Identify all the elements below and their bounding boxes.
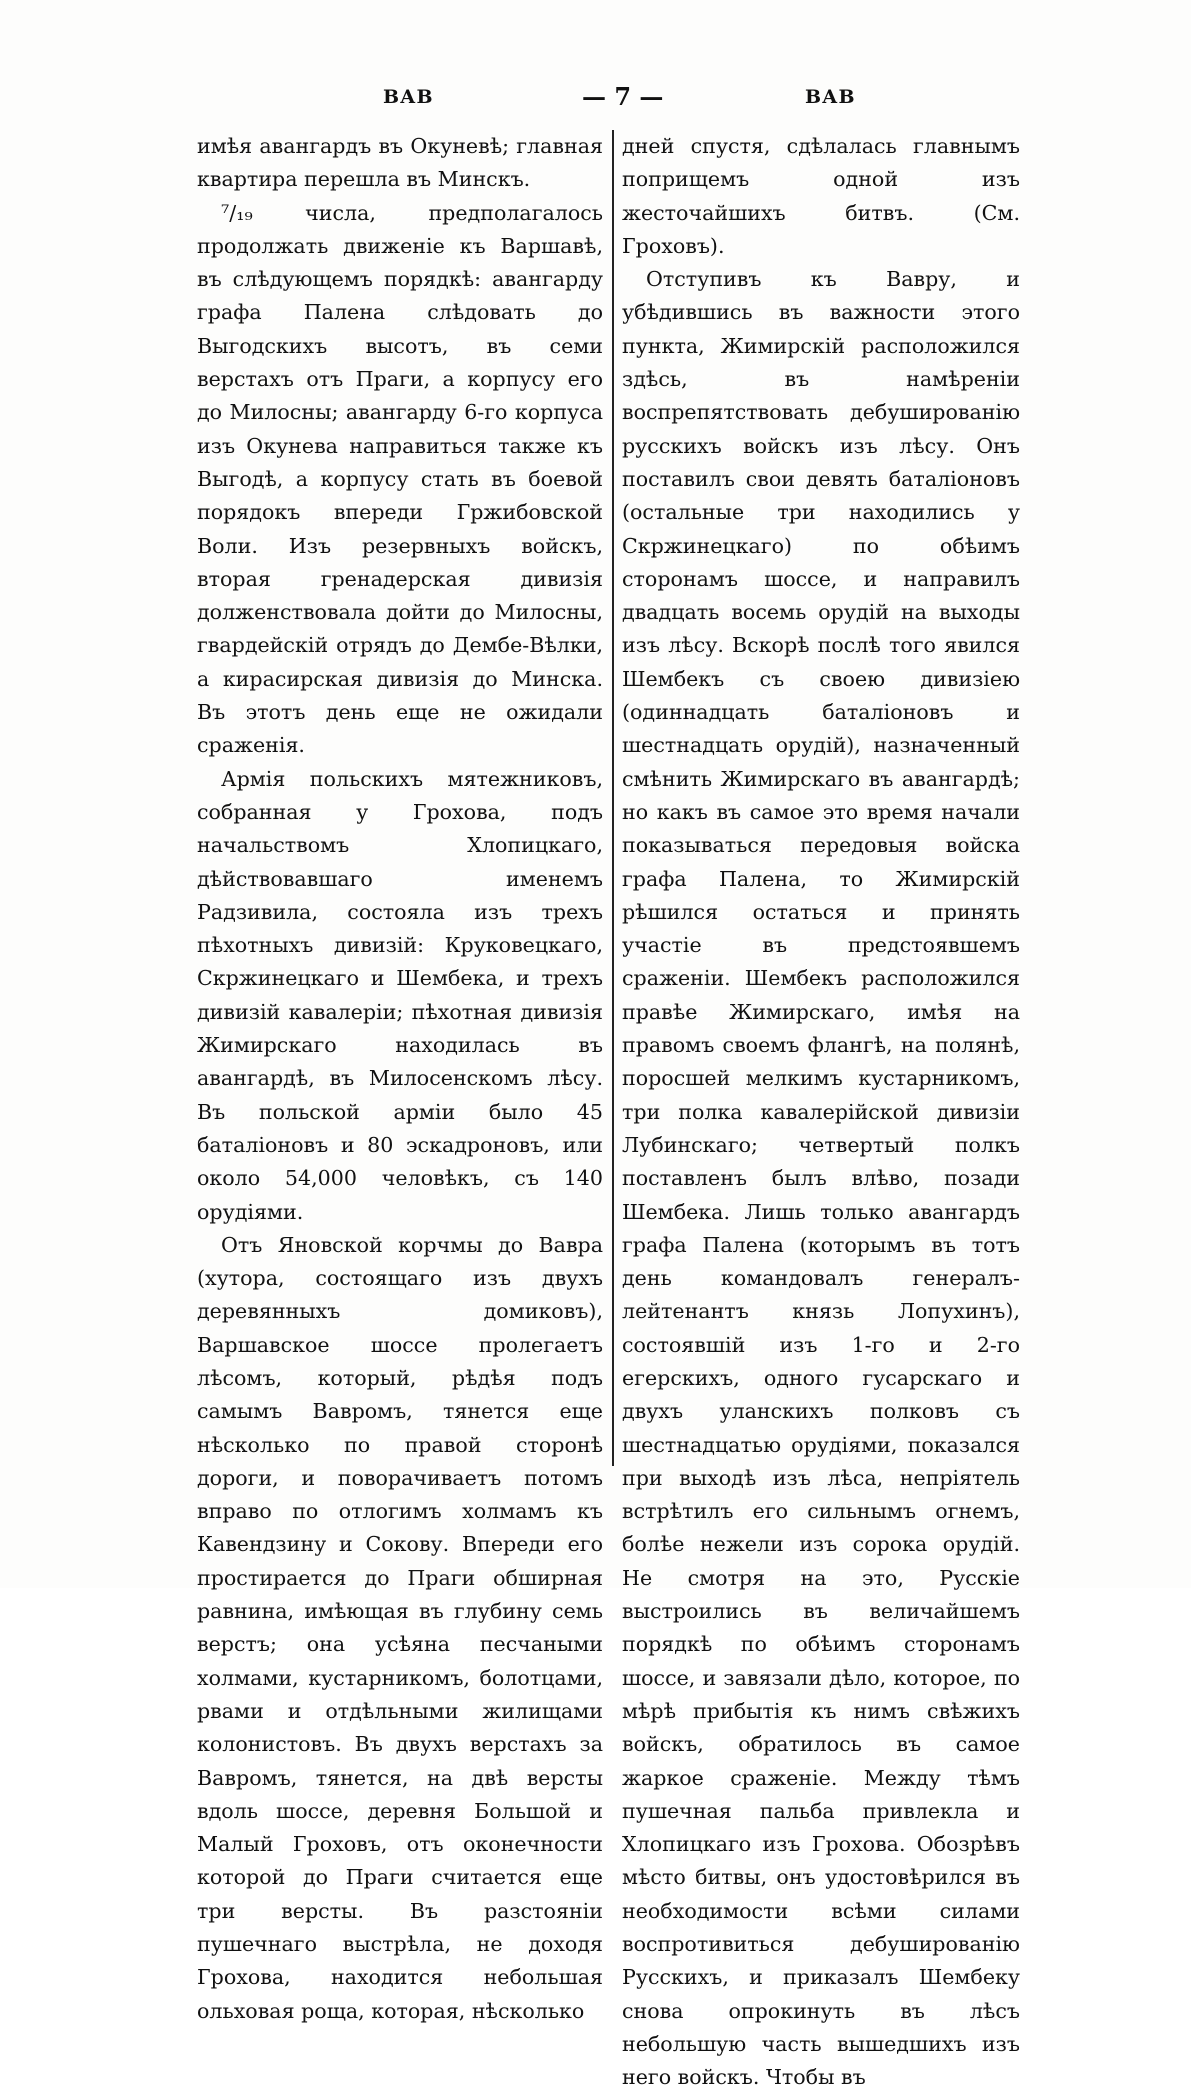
left-column [197,130,603,2028]
right-column [622,130,1020,2095]
paragraph: Отъ Яновской корчмы до Вавра (хутора, состоящаго изъ двухъ деревянныхъ домиковъ), Варшавское шоссе пролегаетъ лѣсомъ, который, рѣдѣя подъ самымъ Вавромъ, тянется еще нѣсколько по правой сторонѣ дороги, и поворачиваетъ потомъ вправо по отлогимъ холмамъ къ Кавендзину и Сокову. Впереди его простирается до Праги обширная равнина, имѣющая въ глубину семь верстъ; она усѣяна песчаными холмами, кустарникомъ, болотцами, рвами и отдѣльными жилищами колонистовъ. Въ двухъ верстахъ за Вавромъ, тянется, на двѣ версты вдоль шоссе, деревня Большой и Малый Гроховъ, отъ оконечности которой до Праги считается еще три версты. Въ разстояніи пушечнаго выстрѣла, не доходя Грохова, находится небольшая ольховая роща, которая, нѣсколько [197,1232,603,2023]
column-divider [612,130,614,1466]
paragraph: Отступивъ къ Вавру, и убѣдившись въ важности этого пункта, Жимирскій расположился здѣсь, въ намѣреніи воспрепятствовать дебушированію русскихъ войскъ изъ лѣсу. Онъ поставилъ свои девять баталіоновъ (остальные три находились у Скржинецкаго) по обѣимъ сторонамъ шоссе, и направилъ двадцать восемь орудій на выходы изъ лѣсу. Вскорѣ послѣ того явился Шембекъ съ своею дивизіею (одиннадцать баталіоновъ и шестнадцать орудій), назначенный смѣнить Жимирскаго въ авангардѣ; но какъ въ самое это время начали показываться передовыя войска графа Палена, то Жимирскій рѣшился остаться и принять участіе въ предстоявшемъ сраженіи. Шембекъ расположился правѣе Жимирскаго, имѣя на правомъ своемъ флангѣ, на полянѣ, поросшей мелкимъ кустарникомъ, три полка кавалерійской дивизіи Лубинскаго; четвертый полкъ поставленъ былъ влѣво, позади Шембека. Лишь только авангардъ графа Палена (которымъ въ тотъ день командовалъ генералъ-лейтенантъ князь Лопухинъ), состоявшій изъ 1-го и 2-го егерскихъ, одного гусарскаго и двухъ уланскихъ полковъ съ шестнадцатью орудіями, показался при выходѣ изъ лѣса, непріятель встрѣтилъ его сильнымъ огнемъ, болѣе нежели изъ сорока орудій. Не смотря на это, Русскіе выстроились въ величайшемъ порядкѣ по обѣимъ сторонамъ шоссе, и завязали дѣло, которое, по мѣрѣ прибытія къ нимъ свѣжихъ войскъ, обратилось въ самое жаркое сраженіе. Между тѣмъ пушечная пальба привлекла и Хлопицкаго изъ Грохова. Обозрѣвъ мѣсто битвы, онъ удостовѣрился въ необходимости всѣми силами воспротивиться дебушированію Русскихъ, и приказалъ Шембеку снова опрокинуть въ лѣсъ небольшую часть вышедшихъ изъ него войскъ. Чтобы въ [622,267,1020,2090]
paragraph: дней спустя, сдѣлалась главнымъ поприщемъ одной изъ жесточайшихъ битвъ. (См. Гроховъ). [622,134,1020,258]
header-left-abbrev: ВАВ [383,86,434,108]
paragraph: Армія польскихъ мятежниковъ, собранная у Грохова, подъ начальствомъ Хлопицкаго, дѣйствовавшаго именемъ Радзивила, состояла изъ трехъ пѣхотныхъ дивизій: Круковецкаго, Скржинецкаго и Шембека, и трехъ дивизій кавалеріи; пѣхотная дивизія Жимирскаго находилась въ авангардѣ, въ Милосенскомъ лѣсу. Въ польской арміи было 45 баталіоновъ и 80 эскадроновъ, или около 54,000 человѣкъ, съ 140 орудіями. [197,766,603,1224]
header-right-abbrev: ВАВ [805,86,856,108]
page-number: — 7 — [582,82,664,111]
paragraph: ⁷/₁₉ числа, предполагалось продолжать движеніе къ Варшавѣ, въ слѣдующемъ порядкѣ: авангарду графа Палена слѣдовать до Выгодскихъ высотъ, въ семи верстахъ отъ Праги, а корпусу его до Милосны; авангарду 6-го корпуса изъ Окунева направиться также къ Выгодѣ, а корпусу стать въ боевой порядокъ впереди Гржибовской Воли. Изъ резервныхъ войскъ, вторая гренадерская дивизія долженствовала дойти до Милосны, гвардейскій отрядъ до Дембе-Вѣлки, а кирасирская дивизія до Минска. Въ этотъ день еще не ожидали сраженія. [197,200,603,758]
paragraph: имѣя авангардъ въ Окуневѣ; главная квартира перешла въ Минскъ. [197,134,603,192]
running-header [197,82,1021,118]
